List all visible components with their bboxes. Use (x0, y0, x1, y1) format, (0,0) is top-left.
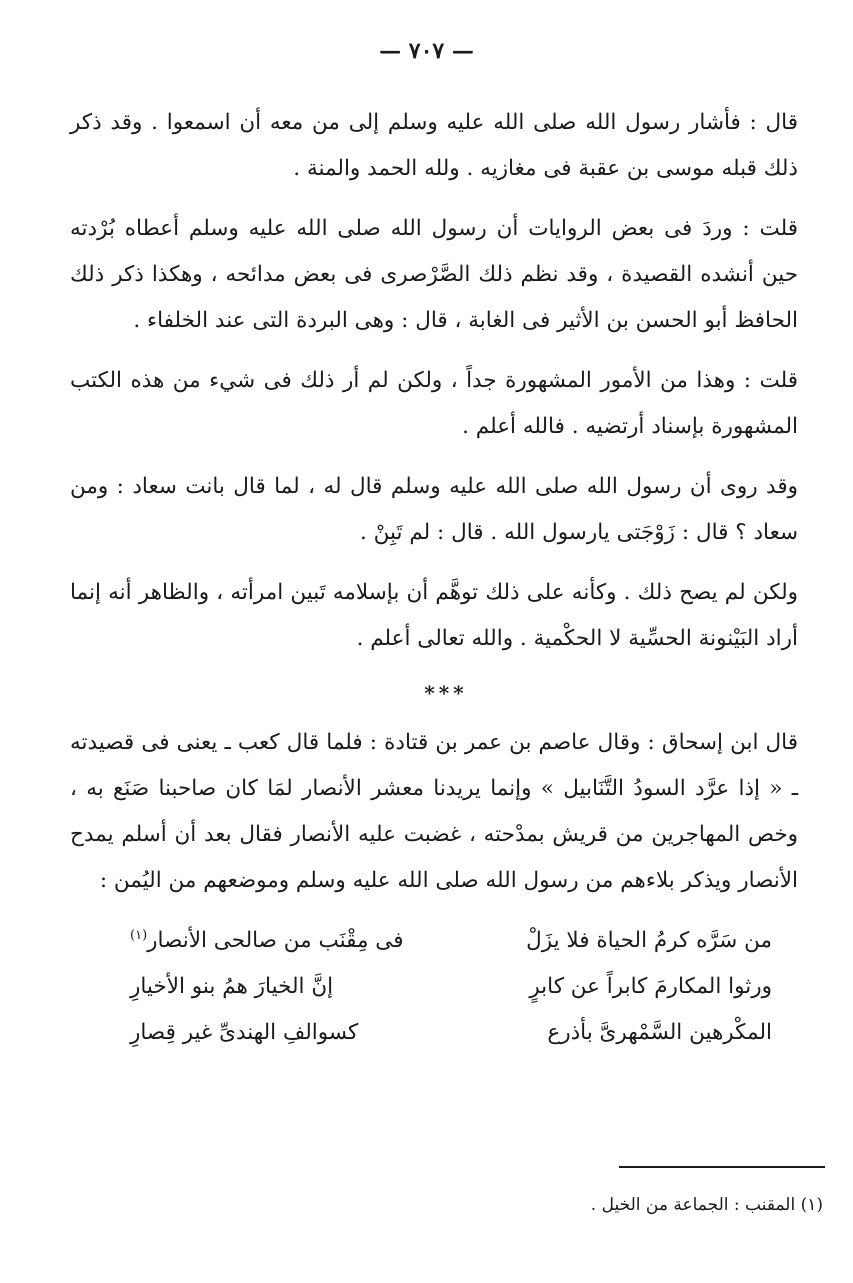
paragraph-2: قلت : وردَ فى بعض الروايات أن رسول الله صلى الله عليه وسلم أعطاه بُرْدته حين أنشده القصيدة ، وقد نظم ذلك الصَّرْصرى فى بعض مدائحه ، وهكذا ذكر ذلك الحافظ أبو الحسن بن الأثير فى الغابة ، قال : وهى البردة التى عند الخلفاء . (70, 216, 798, 333)
paragraph-3: قلت : وهذا من الأمور المشهورة جداً ، ولكن لم أر ذلك فى شيء من هذه الكتب المشهورة بإسناد أرتضيه . فالله أعلم . (70, 368, 798, 439)
footnote: (١) المقنب : الجماعة من الخيل . (590, 1195, 823, 1215)
paragraph-4: وقد روى أن رسول الله صلى الله عليه وسلم قال له ، لما قال بانت سعاد : ومن سعاد ؟ قال : زَوْجَتى يارسول الله . قال : لم تَبِنْ . (70, 474, 798, 545)
paragraph-5: ولكن لم يصح ذلك . وكأنه على ذلك توهَّم أن بإسلامه تَبين امرأته ، والظاهر أنه إنما أراد البَيْنونة الحسِّية لا الحكْمية . والله تعالى أعلم . (70, 580, 798, 651)
verse-hemistich-second: إنَّ الخيارَ همُ بنو الأخيارِ (130, 974, 334, 999)
verse-line (70, 918, 822, 964)
footnote-reference: (١) (130, 927, 148, 943)
verse-hemistich-second (130, 918, 404, 964)
paragraph-1: قال : فأشار رسول الله صلى الله عليه وسلم إلى من معه أن اسمعوا . وقد ذكر ذلك قبله موسى بن عقبة فى مغازيه . ولله الحمد والمنة . (70, 110, 798, 181)
section-separator: *** (424, 681, 468, 705)
main-text (70, 100, 822, 1056)
verse-hemistich-text: فى مِقْنَب من صالحى الأنصار (147, 928, 404, 953)
page-number: — ٧٠٧ — (379, 38, 474, 64)
verse-hemistich-first: ورثوا المكارمَ كابراً عن كابرٍ (529, 974, 772, 999)
verse-line (70, 1010, 822, 1056)
verse-hemistich-first: المكْرهين السَّمْهرىَّ بأذرع (547, 1020, 772, 1045)
verse-hemistich-second: كسوالفِ الهندىِّ غير قِصارِ (130, 1020, 359, 1045)
paragraph-6: قال ابن إسحاق : وقال عاصم بن عمر بن قتادة : فلما قال كعب ـ يعنى فى قصيدته ـ « إذا عرَّد السودُ التَّنَابيل » وإنما يريدنا معشر الأنصار لمَا كان صاحبنا صَنَع به ، وخص المهاجرين من قريش بمدْحته ، غضبت عليه الأنصار فقال بعد أن أسلم يمدح الأنصار ويذكر بلاءهم من رسول الله صلى الله عليه وسلم وموضعهم من اليُمن : (70, 730, 798, 893)
poem (70, 918, 822, 1056)
verse-hemistich-first: من سَرَّه كرمُ الحياة فلا يزَلْ (526, 928, 772, 953)
verse-line (70, 964, 822, 1010)
footnote-divider (619, 1166, 825, 1168)
